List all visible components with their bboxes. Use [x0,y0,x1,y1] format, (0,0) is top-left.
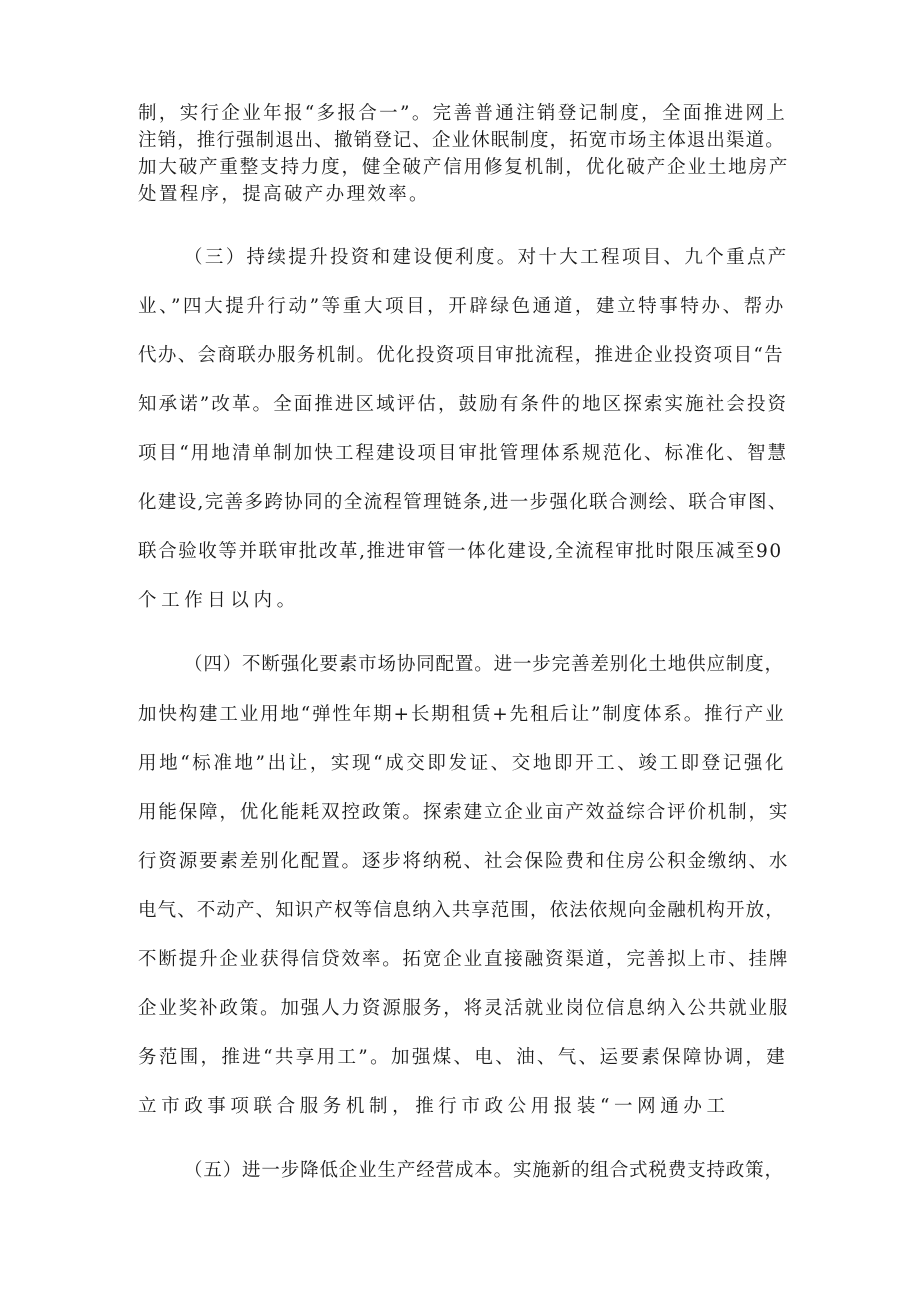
paragraph-line: 用地“标准地”出让，实现“成交即发证、交地即开工、竣工即登记强化 [138,753,787,774]
paragraph-line: 业、”四大提升行动”等重大项目，开辟绿色通道，建立特事特办、帮办 [138,296,786,317]
paragraph-line: 处置程序，提高破产办理效率。 [138,184,430,205]
paragraph-line: 加快构建工业用地“弹性年期+长期租赁+先租后让”制度体系。推行产业 [138,704,786,725]
paragraph-line: 加大破产重整支持力度，健全破产信用修复机制，优化破产企业土地房产 [138,157,790,178]
paragraph-line: 制，实行企业年报“多报合一”。完善普通注销登记制度，全面推进网上 [138,103,788,124]
paragraph-line: 项目“用地清单制加快工程建设项目审批管理体系规范化、标准化、智慧 [138,443,789,464]
paragraph-line: 注销，推行强制退出、撤销登记、企业休眠制度，拓宽市场主体退出渠道。 [138,130,785,151]
paragraph-line: 不断提升企业获得信贷效率。拓宽企业直接融资渠道，完善拟上市、挂牌 [138,949,790,970]
paragraph-line: 代办、会商联办服务机制。优化投资项目审批流程，推进企业投资项目“告 [138,345,785,366]
paragraph-line: 知承诺”改革。全面推进区域评估，鼓励有条件的地区探索实施社会投资 [138,394,789,415]
paragraph-line: 电气、不动产、知识产权等信息纳入共享范围，依法依规向金融机构开放， [138,900,785,921]
paragraph-line: 化建设,完善多跨协同的全流程管理链条,进一步强化联合测绘、联合审图、 [138,492,788,513]
paragraph-line: 务范围，推进“共享用工”。加强煤、电、油、气、运要素保障协调，建 [138,1047,788,1068]
paragraph-line: 企业奖补政策。加强人力资源服务，将灵活就业岗位信息纳入公共就业服 [138,998,790,1019]
paragraph-line: （四）不断强化要素市场协同配置。进一步完善差别化土地供应制度， [184,654,784,675]
paragraph-line: （三）持续提升投资和建设便利度。对十大工程项目、九个重点产 [184,247,789,268]
paragraph-line: 行资源要素差别化配置。逐步将纳税、社会保险费和住房公积金缴纳、水 [138,851,790,872]
paragraph-line: 联合验收等并联审批改革,推进审管一体化建设,全流程审批时限压减至90 [138,541,783,562]
paragraph-line: 立市政事项联合服务机制，推行市政公用报装“一网通办工 [138,1096,730,1117]
paragraph-line: 用能保障，优化能耗双控政策。探索建立企业亩产效益综合评价机制，实 [138,802,790,823]
paragraph-line: （五）进一步降低企业生产经营成本。实施新的组合式税费支持政策， [184,1160,784,1181]
paragraph-line: 个工作日以内。 [138,590,300,611]
